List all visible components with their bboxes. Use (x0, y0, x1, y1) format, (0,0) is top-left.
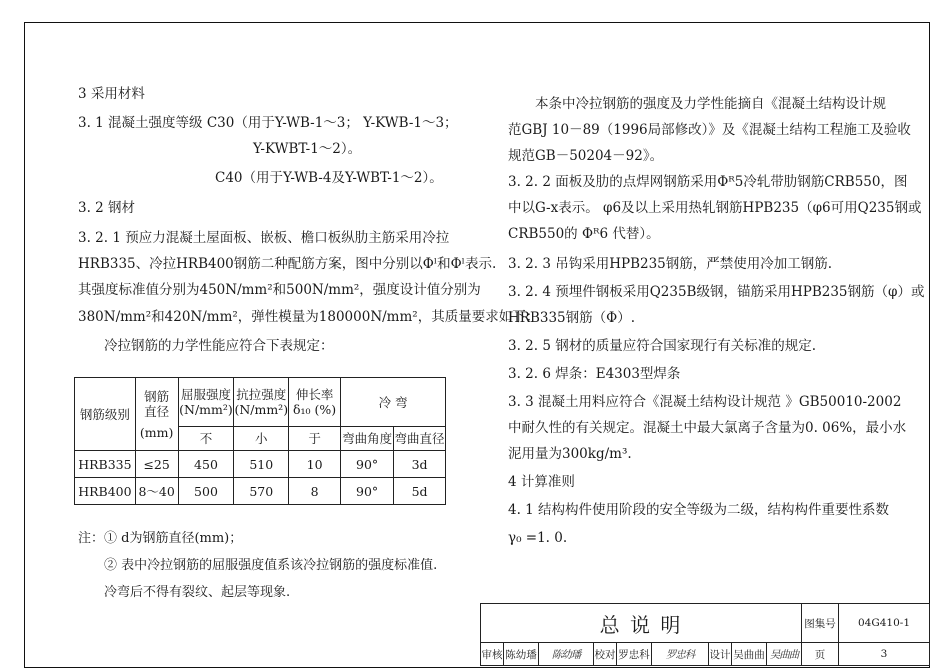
para-3-1-cont: Y-KWBT-1～2）。 (253, 141, 362, 157)
header-diameter: 钢筋 直径 (mm) (135, 378, 178, 451)
drawing-title: 总 说 明 (480, 603, 802, 643)
header-grade: 钢筋级别 (75, 378, 136, 451)
page-number: 3 (838, 642, 930, 666)
para-4-1: 4. 1 结构构件使用阶段的安全等级为二级，结构构件重要性系数 (508, 502, 890, 518)
reviewer-signature: 陈幼璠 (538, 642, 594, 666)
atlas-label: 图集号 (801, 603, 839, 643)
header-tensile: 抗拉强度 (N/mm²) (234, 378, 289, 427)
right-para-3: 规范GB－50204－92》。 (508, 148, 664, 164)
page-label: 页 (801, 642, 839, 666)
table-row: HRB335 ≤25 450 510 10 90° 3d (75, 451, 446, 478)
para-3-3-line3: 泥用量为300kg/m³. (508, 446, 632, 462)
designer-signature: 吴曲曲 (766, 642, 802, 666)
para-3-2-3: 3. 2. 3 吊钩采用HPB235钢筋，严禁使用冷加工钢筋. (508, 256, 833, 272)
header-yield: 屈服强度 (N/mm²) (178, 378, 234, 427)
right-para-2: 范GBJ 10－89（1996局部修改）》及《混凝土结构工程施工及验收 (508, 122, 911, 138)
para-3-2-5: 3. 2. 5 钢材的质量应符合国家现行有关标准的规定. (508, 338, 817, 354)
para-3-2-2-line3: CRB550的 Φᴿ6 代替）。 (508, 226, 660, 242)
design-label: 设计 (708, 642, 732, 666)
para-3-1: 3. 1 混凝土强度等级 C30（用于Y-WB-1～3； Y-KWB-1～3； (78, 115, 458, 131)
designer-name: 吴曲曲 (731, 642, 767, 666)
para-3-2-2: 3. 2. 2 面板及肋的点焊网钢筋采用Φᴿ5冷轧带肋钢筋CRB550，图 (508, 174, 908, 190)
para-3-3-line2: 中耐久性的有关规定。混凝土中最大氯离子含量为0. 06%，最小水 (508, 420, 907, 436)
header-cold-bend: 冷 弯 (341, 378, 446, 427)
para-3-2-1: 3. 2. 1 预应力混凝土屋面板、嵌板、檐口板纵肋主筋采用冷拉 (78, 230, 450, 246)
checker-signature: 罗忠科 (651, 642, 709, 666)
header-elongation: 伸长率 δ₁₀ (%) (289, 378, 341, 427)
review-label: 审核 (480, 642, 504, 666)
para-3-2-4-cont: HRB335钢筋（Φ）. (508, 310, 635, 326)
para-3-2-1-line2: HRB335、冷拉HRB400钢筋二种配筋方案，图中分别以Φˡ和Φˡ表示. (78, 256, 497, 272)
header-bend-diameter: 弯曲直径 (394, 427, 446, 451)
note-1: 注：① d为钢筋直径(mm)； (78, 531, 243, 546)
para-3-2-6: 3. 2. 6 焊条：E4303型焊条 (508, 366, 681, 382)
header-than: 于 (289, 427, 341, 451)
atlas-number: 04G410-1 (838, 603, 930, 643)
header-bend-angle: 弯曲角度 (341, 427, 394, 451)
check-label: 校对 (593, 642, 617, 666)
para-3-1-c40: C40（用于Y-WB-4及Y-WBT-1～2）。 (215, 170, 443, 186)
para-3-3: 3. 3 混凝土用料应符合《混凝土结构设计规范 》GB50010-2002 (508, 394, 902, 410)
steel-properties-table (74, 377, 446, 505)
para-3-2-2-line2: 中以G-x表示。 φ6及以上采用热轧钢筋HPB235（φ6可用Q235钢或 (508, 200, 922, 216)
checker-name: 罗忠科 (616, 642, 652, 666)
header-less: 小 (234, 427, 289, 451)
section-3-2-heading: 3. 2 钢材 (78, 200, 136, 216)
reviewer-name: 陈幼璠 (503, 642, 539, 666)
note-2-cont: 冷弯后不得有裂纹、起层等现象. (104, 585, 291, 600)
para-3-2-4: 3. 2. 4 预埋件钢板采用Q235B级钢，锚筋采用HPB235钢筋（φ）或 (508, 284, 925, 300)
section-3-heading: 3 采用材料 (78, 86, 145, 102)
title-block (480, 603, 930, 666)
para-4-1-cont: γ₀ =1. 0. (508, 530, 568, 546)
section-4-heading: 4 计算准则 (508, 474, 575, 490)
para-3-2-1-line3: 其强度标准值分别为450N/mm²和500N/mm²，强度设计值分别为 (78, 282, 481, 298)
para-3-2-1-line4: 380N/mm²和420N/mm²，弹性模量为180000N/mm²，其质量要求如下： (78, 309, 540, 325)
header-not: 不 (178, 427, 234, 451)
right-para-1: 本条中冷拉钢筋的强度及力学性能摘自《混凝土结构设计规 (535, 96, 886, 112)
table-row: HRB400 8～40 500 570 8 90° 5d (75, 478, 446, 505)
table-intro: 冷拉钢筋的力学性能应符合下表规定： (104, 338, 334, 354)
note-2: ② 表中冷拉钢筋的屈服强度值系该冷拉钢筋的强度标准值. (104, 558, 438, 573)
